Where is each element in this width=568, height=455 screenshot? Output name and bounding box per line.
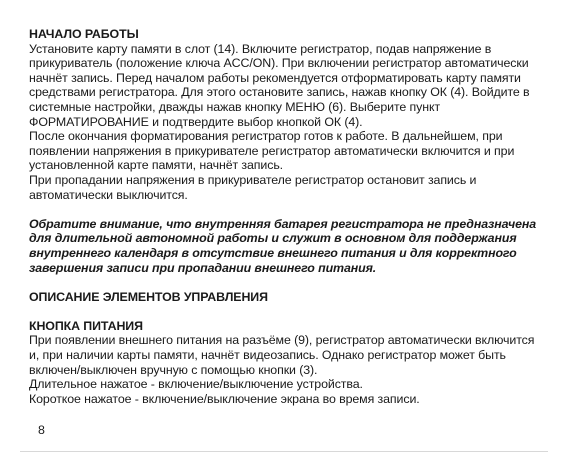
section-heading-power-button: КНОПКА ПИТАНИЯ bbox=[29, 318, 143, 333]
start-paragraph-1: Установите карту памяти в слот (14). Включите регистратор, подав напряжение в прикуриватель (положение ключа ACC/ON). При включении регистратор автоматически начнёт запись. Перед началом работы рекомендуется отформатировать карту памяти средствами регистратора. Для этого остановите запись, нажав кнопку ОК (4). Войдите в системные настройки, дважды нажав кнопку МЕНЮ (6). Выберите пункт ФОРМАТИРОВАНИЕ и подтвердите выбор кнопкой ОК (4). bbox=[29, 41, 530, 129]
page-bottom-divider bbox=[20, 451, 548, 452]
page-number: 8 bbox=[38, 423, 45, 437]
battery-note: Обратите внимание, что внутренняя батарея регистратора не предназначена для длительной автономной работы и служит в основном для поддержания внутреннего календаря в отсутствие внешнего питания и для корректного завершения записи при пропадании внешнего питания. bbox=[29, 216, 537, 275]
start-paragraph-3: При пропадании напряжения в прикуривателе регистратор остановит запись и автоматически выключится. bbox=[29, 172, 477, 202]
start-paragraph-2: После окончания форматирования регистратор готов к работе. В дальнейшем, при появлении напряжения в прикуривателе регистратор автоматически включится и при установленной карте памяти, начнёт запись. bbox=[29, 129, 515, 173]
spacer bbox=[29, 275, 544, 290]
power-paragraph-1: При появлении внешнего питания на разъёме (9), регистратор автоматически включится и, при наличии карты памяти, начнёт видеозапись. Однако регистратор может быть включен/выключен вручную с помощью кнопки (3). bbox=[29, 333, 535, 377]
section-heading-start: НАЧАЛО РАБОТЫ bbox=[29, 27, 139, 41]
section-heading-controls: ОПИСАНИЕ ЭЛЕМЕНТОВ УПРАВЛЕНИЯ bbox=[29, 289, 268, 304]
power-paragraph-2: Длительное нажатое - включение/выключение устройства. bbox=[29, 377, 363, 392]
power-paragraph-3: Короткое нажатое - включение/выключение экрана во время записи. bbox=[29, 391, 420, 406]
manual-page-content bbox=[29, 27, 544, 406]
spacer bbox=[29, 304, 544, 319]
spacer bbox=[29, 202, 544, 217]
